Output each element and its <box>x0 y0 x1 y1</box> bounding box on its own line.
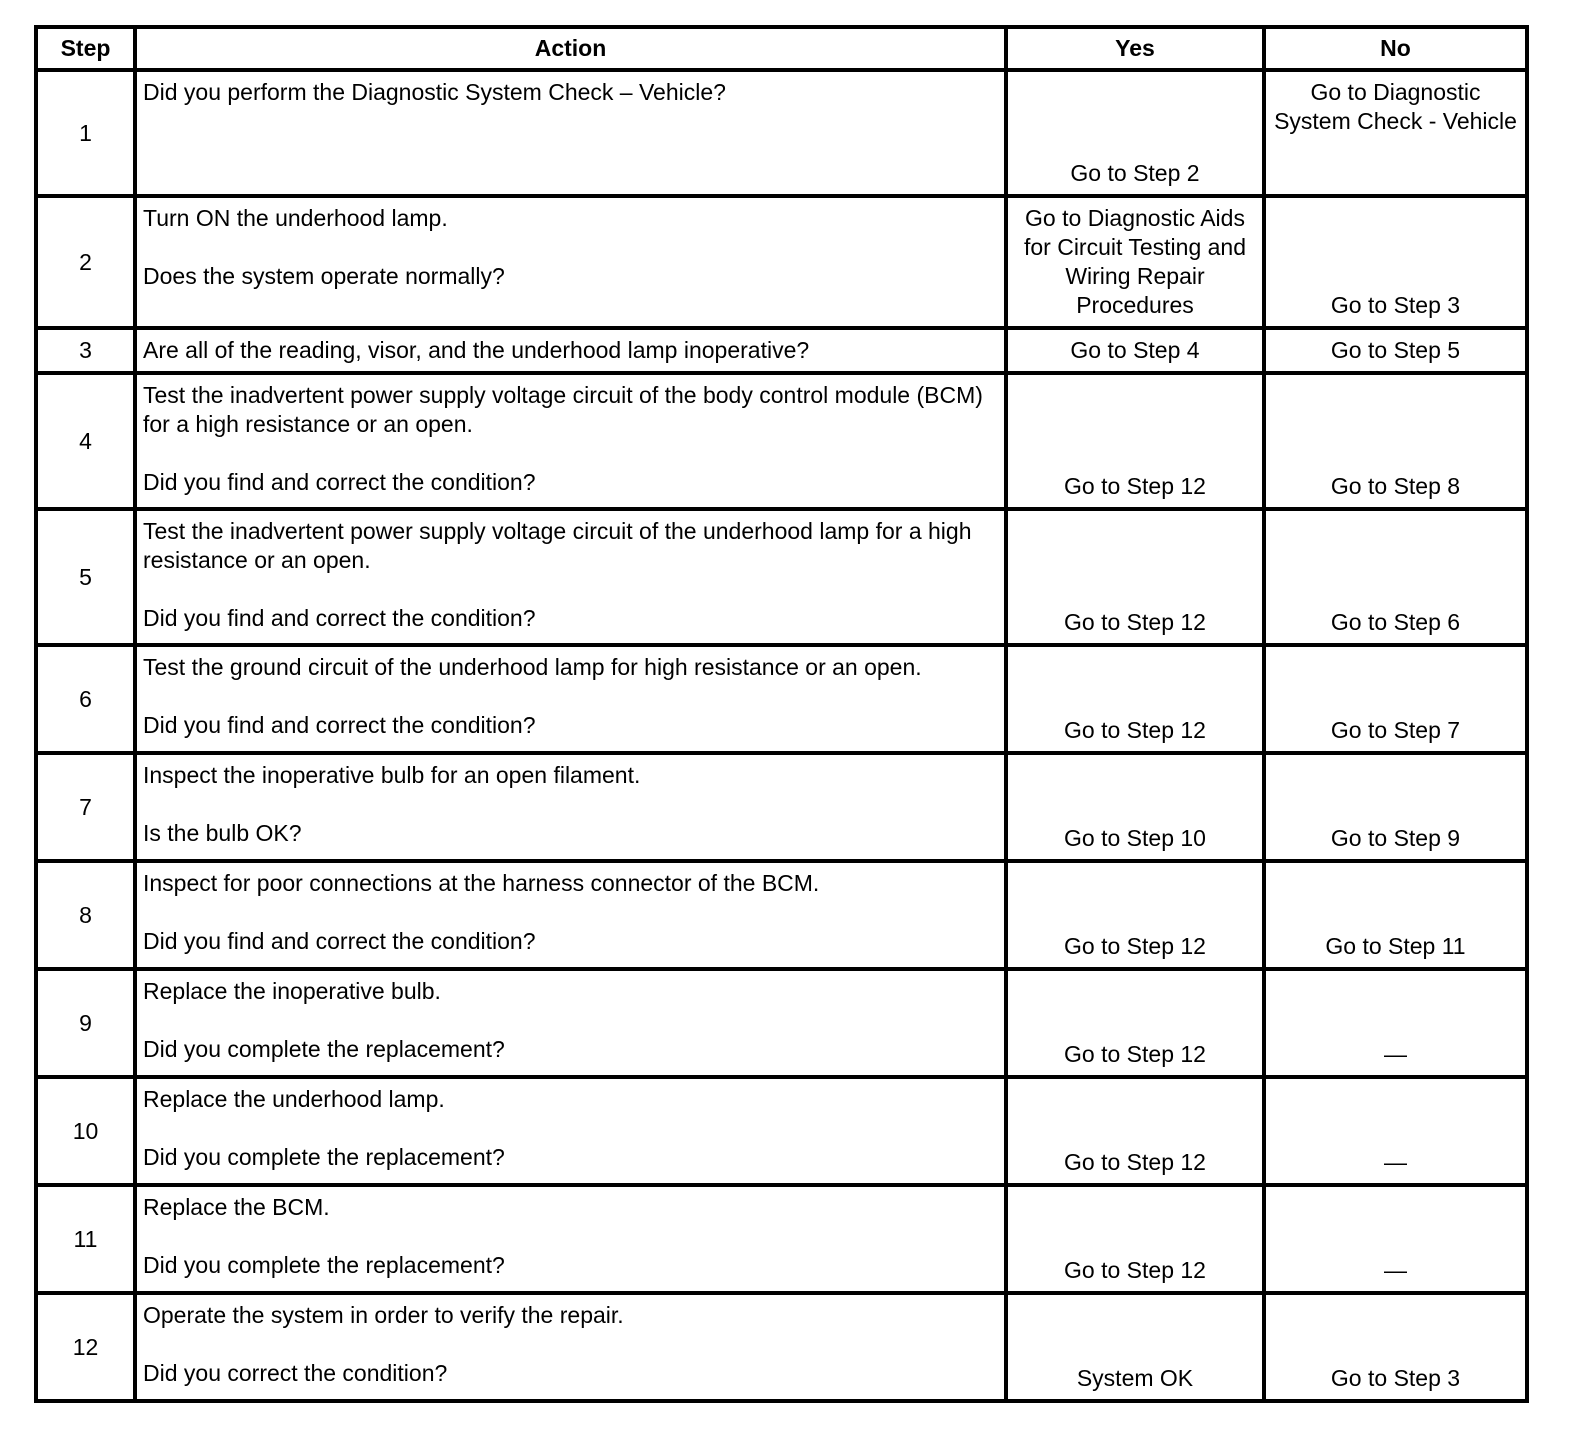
action-cell <box>135 753 1006 861</box>
action-line: Replace the underhood lamp. <box>143 1086 445 1112</box>
action-line: Test the ground circuit of the underhood lamp for high resistance or an open. <box>143 654 922 680</box>
action-line: Test the inadvertent power supply voltage circuit of the underhood lamp for a high resistance or an open. <box>143 518 972 573</box>
action-line: Did you find and correct the condition? <box>143 605 536 631</box>
no-cell: Go to Step 11 <box>1264 861 1527 969</box>
step-cell: 8 <box>36 861 135 969</box>
yes-cell: Go to Step 10 <box>1006 753 1264 861</box>
action-spacer <box>143 1114 996 1143</box>
action-cell <box>135 196 1006 328</box>
action-spacer <box>143 1330 996 1359</box>
no-cell: Go to Step 3 <box>1264 196 1527 328</box>
action-line: Replace the BCM. <box>143 1194 330 1220</box>
diagnostic-table <box>34 25 1529 1403</box>
step-cell: 1 <box>36 70 135 196</box>
yes-cell: Go to Diagnostic Aids for Circuit Testing and Wiring Repair Procedures <box>1006 196 1264 328</box>
step-cell: 5 <box>36 509 135 645</box>
action-cell <box>135 969 1006 1077</box>
header-action: Action <box>135 27 1006 70</box>
action-line: Did you perform the Diagnostic System Check – Vehicle? <box>143 79 726 105</box>
table-row <box>36 753 1527 861</box>
action-line: Did you complete the replacement? <box>143 1252 505 1278</box>
no-cell: Go to Step 3 <box>1264 1293 1527 1401</box>
action-spacer <box>143 1006 996 1035</box>
yes-cell: Go to Step 12 <box>1006 645 1264 753</box>
step-cell: 4 <box>36 373 135 509</box>
step-cell: 2 <box>36 196 135 328</box>
table-row <box>36 373 1527 509</box>
action-line: Are all of the reading, visor, and the underhood lamp inoperative? <box>143 337 810 363</box>
no-cell: Go to Step 6 <box>1264 509 1527 645</box>
action-line: Replace the inoperative bulb. <box>143 978 441 1004</box>
yes-cell: Go to Step 12 <box>1006 861 1264 969</box>
step-cell: 7 <box>36 753 135 861</box>
step-cell: 11 <box>36 1185 135 1293</box>
yes-cell: Go to Step 12 <box>1006 969 1264 1077</box>
table-row <box>36 969 1527 1077</box>
yes-cell: Go to Step 4 <box>1006 328 1264 373</box>
header-step: Step <box>36 27 135 70</box>
table-row <box>36 328 1527 373</box>
yes-cell: Go to Step 12 <box>1006 509 1264 645</box>
action-cell <box>135 328 1006 373</box>
action-spacer <box>143 439 996 468</box>
no-cell: Go to Step 7 <box>1264 645 1527 753</box>
action-cell <box>135 861 1006 969</box>
yes-cell: Go to Step 12 <box>1006 1077 1264 1185</box>
no-cell: Go to Diagnostic System Check - Vehicle <box>1264 70 1527 196</box>
header-row <box>36 27 1527 70</box>
header-yes: Yes <box>1006 27 1264 70</box>
action-cell <box>135 1185 1006 1293</box>
action-line: Did you complete the replacement? <box>143 1036 505 1062</box>
step-cell: 9 <box>36 969 135 1077</box>
yes-cell: Go to Step 12 <box>1006 1185 1264 1293</box>
action-line: Did you find and correct the condition? <box>143 928 536 954</box>
action-line: Test the inadvertent power supply voltage circuit of the body control module (BCM) for a high resistance or an open. <box>143 382 983 437</box>
action-cell <box>135 509 1006 645</box>
action-cell <box>135 1077 1006 1185</box>
action-line: Did you find and correct the condition? <box>143 712 536 738</box>
step-cell: 6 <box>36 645 135 753</box>
table-row <box>36 1293 1527 1401</box>
no-cell: Go to Step 9 <box>1264 753 1527 861</box>
no-cell: — <box>1264 1077 1527 1185</box>
action-line: Turn ON the underhood lamp. <box>143 205 448 231</box>
table-row <box>36 70 1527 196</box>
action-cell <box>135 645 1006 753</box>
action-spacer <box>143 682 996 711</box>
table-row <box>36 1077 1527 1185</box>
table-row <box>36 509 1527 645</box>
table-row <box>36 196 1527 328</box>
no-cell: Go to Step 5 <box>1264 328 1527 373</box>
yes-cell: System OK <box>1006 1293 1264 1401</box>
step-cell: 12 <box>36 1293 135 1401</box>
action-line: Does the system operate normally? <box>143 263 505 289</box>
no-cell: — <box>1264 969 1527 1077</box>
action-line: Did you complete the replacement? <box>143 1144 505 1170</box>
action-spacer <box>143 790 996 819</box>
action-spacer <box>143 1222 996 1251</box>
action-line: Operate the system in order to verify the repair. <box>143 1302 624 1328</box>
yes-cell: Go to Step 12 <box>1006 373 1264 509</box>
no-cell: Go to Step 8 <box>1264 373 1527 509</box>
action-spacer <box>143 575 996 604</box>
action-line: Inspect for poor connections at the harness connector of the BCM. <box>143 870 820 896</box>
table-row <box>36 861 1527 969</box>
action-spacer <box>143 898 996 927</box>
yes-cell: Go to Step 2 <box>1006 70 1264 196</box>
action-cell <box>135 373 1006 509</box>
action-cell <box>135 70 1006 196</box>
action-line: Did you find and correct the condition? <box>143 469 536 495</box>
no-cell: — <box>1264 1185 1527 1293</box>
action-line: Inspect the inoperative bulb for an open filament. <box>143 762 641 788</box>
action-cell <box>135 1293 1006 1401</box>
step-cell: 3 <box>36 328 135 373</box>
action-spacer <box>143 233 996 262</box>
step-cell: 10 <box>36 1077 135 1185</box>
action-line: Is the bulb OK? <box>143 820 302 846</box>
table-row <box>36 1185 1527 1293</box>
header-no: No <box>1264 27 1527 70</box>
action-line: Did you correct the condition? <box>143 1360 448 1386</box>
table-row <box>36 645 1527 753</box>
